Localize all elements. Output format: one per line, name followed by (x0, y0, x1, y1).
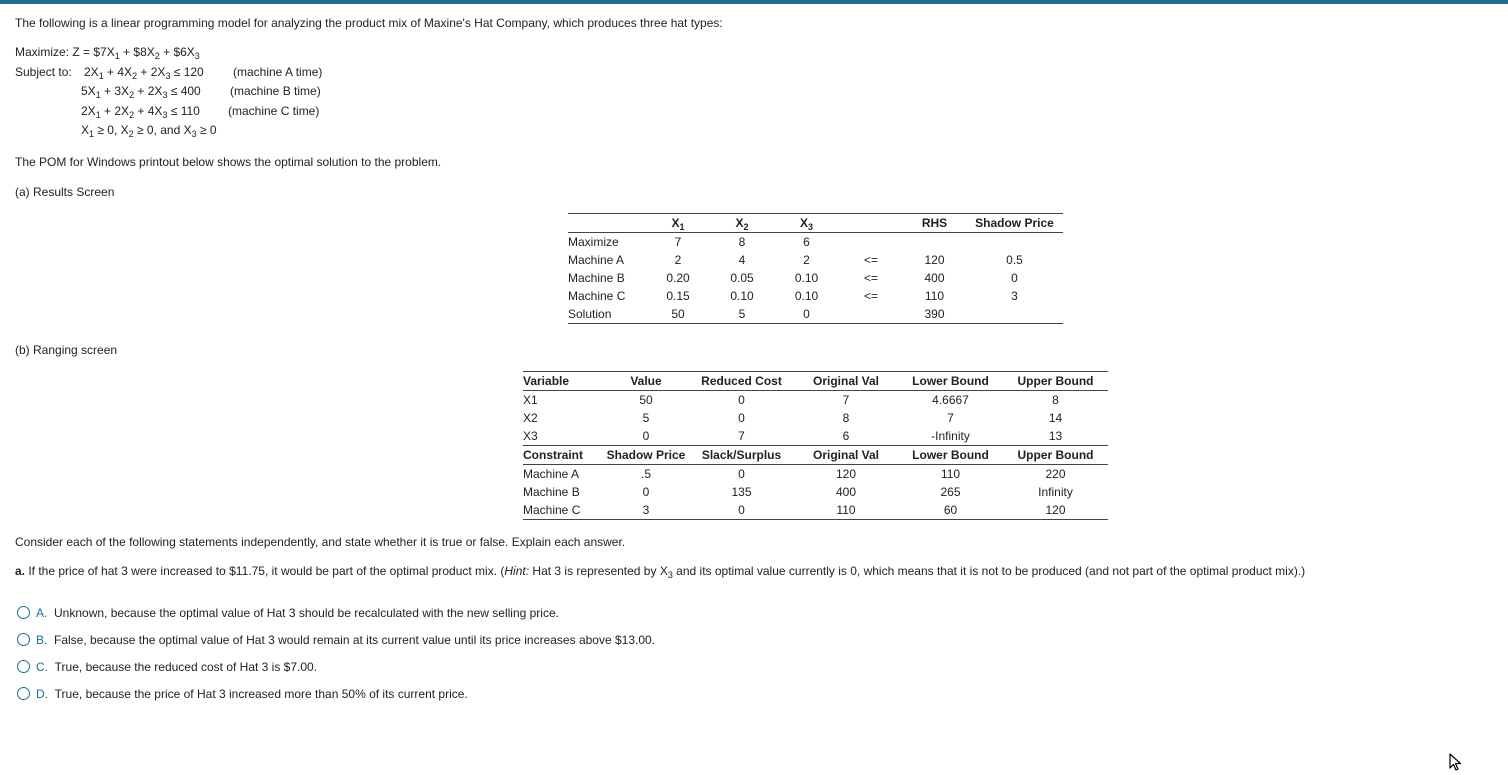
ranging-row-x3: X3 0 7 6 -Infinity 13 (523, 427, 1108, 446)
question-a: a. If the price of hat 3 were increased to $11.75, it would be part of the optimal product mix. (Hint: Hat 3 is represented by $X_3$ and its optimal value currently is 0, which means that it is not to be produced (and not part of the optimal product mix).) (15, 564, 1306, 580)
intro-text: The following is a linear programming model for analyzing the product mix of Maxine's Hat Company, which produces three hat types: (15, 16, 723, 30)
radio-icon[interactable] (17, 660, 30, 673)
ranging-row-machine-b: Machine B 0 135 400 265 Infinity (523, 485, 1073, 499)
option-d[interactable]: D. True, because the price of Hat 3 increased more than 50% of its current price. (17, 687, 468, 701)
ranging-constraint-header-row: Constraint Shadow Price Slack/Surplus Original Val Lower Bound Upper Bound (523, 446, 1108, 465)
nonnegativity-constraints: $X_1 \ge 0$, $X_2 \ge 0$, and $X_3 \ge 0$ (81, 123, 217, 139)
constraint-machine-a: $2X_1 + 4X_2 + 2X_3 \le 120$ (84, 65, 204, 81)
ranging-label: (b) Ranging screen (15, 343, 118, 357)
consider-text: Consider each of the following statements independently, and state whether it is true or false. Explain each answer. (15, 535, 626, 549)
ranging-row-machine-a: Machine A .5 0 120 110 220 (523, 467, 1066, 481)
results-row-machine-a: Machine A 2 4 2 <= 120 0.5 (568, 253, 1023, 267)
constraint-machine-c-label: (machine C time) (228, 104, 320, 118)
top-accent-bar (0, 0, 1508, 4)
objective-function: Maximize: $Z = \$7X_1$ + $\$8X_2$ + $\$6X_3$ (15, 45, 200, 61)
printout-text: The POM for Windows printout below shows the optimal solution to the problem. (15, 155, 442, 169)
option-c[interactable]: C. True, because the reduced cost of Hat 3 is $7.00. (17, 660, 317, 674)
option-b[interactable]: B. False, because the optimal value of Hat 3 would remain at its current value until its price increases above $13.00. (17, 633, 655, 647)
ranging-table (523, 371, 1108, 520)
constraint-machine-c: $2X_1 + 2X_2 + 4X_3 \le 110$ (81, 104, 200, 120)
subject-to-label: Subject to: (15, 65, 72, 79)
constraint-machine-b-label: (machine B time) (230, 84, 321, 98)
results-header-row: $X_1$ $X_2$ $X_3$ RHS Shadow Price (568, 214, 1063, 233)
results-row-solution: Solution 50 5 0 390 (568, 307, 945, 321)
constraint-machine-b: $5X_1 + 3X_2 + 2X_3 \le 400$ (81, 84, 201, 100)
ranging-row-x2: X2 5 0 8 7 14 (523, 411, 1063, 425)
radio-icon[interactable] (17, 687, 30, 700)
radio-icon[interactable] (17, 606, 30, 619)
results-row-maximize: Maximize 7 8 6 (568, 235, 810, 249)
constraint-machine-a-label: (machine A time) (233, 65, 323, 79)
results-row-machine-c: Machine C 0.15 0.10 0.10 <= 110 3 (568, 289, 1018, 303)
radio-icon[interactable] (17, 633, 30, 646)
mouse-cursor-icon (1448, 753, 1464, 771)
ranging-row-x1: X1 50 0 7 4.6667 8 (523, 393, 1059, 407)
option-a[interactable]: A. Unknown, because the optimal value of Hat 3 should be recalculated with the new selling price. (17, 606, 559, 620)
ranging-variable-header-row: Variable Value Reduced Cost Original Val Lower Bound Upper Bound (523, 372, 1108, 391)
ranging-row-machine-c: Machine C 3 0 110 60 120 (523, 503, 1066, 517)
results-table (568, 213, 1063, 324)
results-label: (a) Results Screen (15, 185, 115, 199)
results-row-machine-b: Machine B 0.20 0.05 0.10 <= 400 0 (568, 271, 1018, 285)
